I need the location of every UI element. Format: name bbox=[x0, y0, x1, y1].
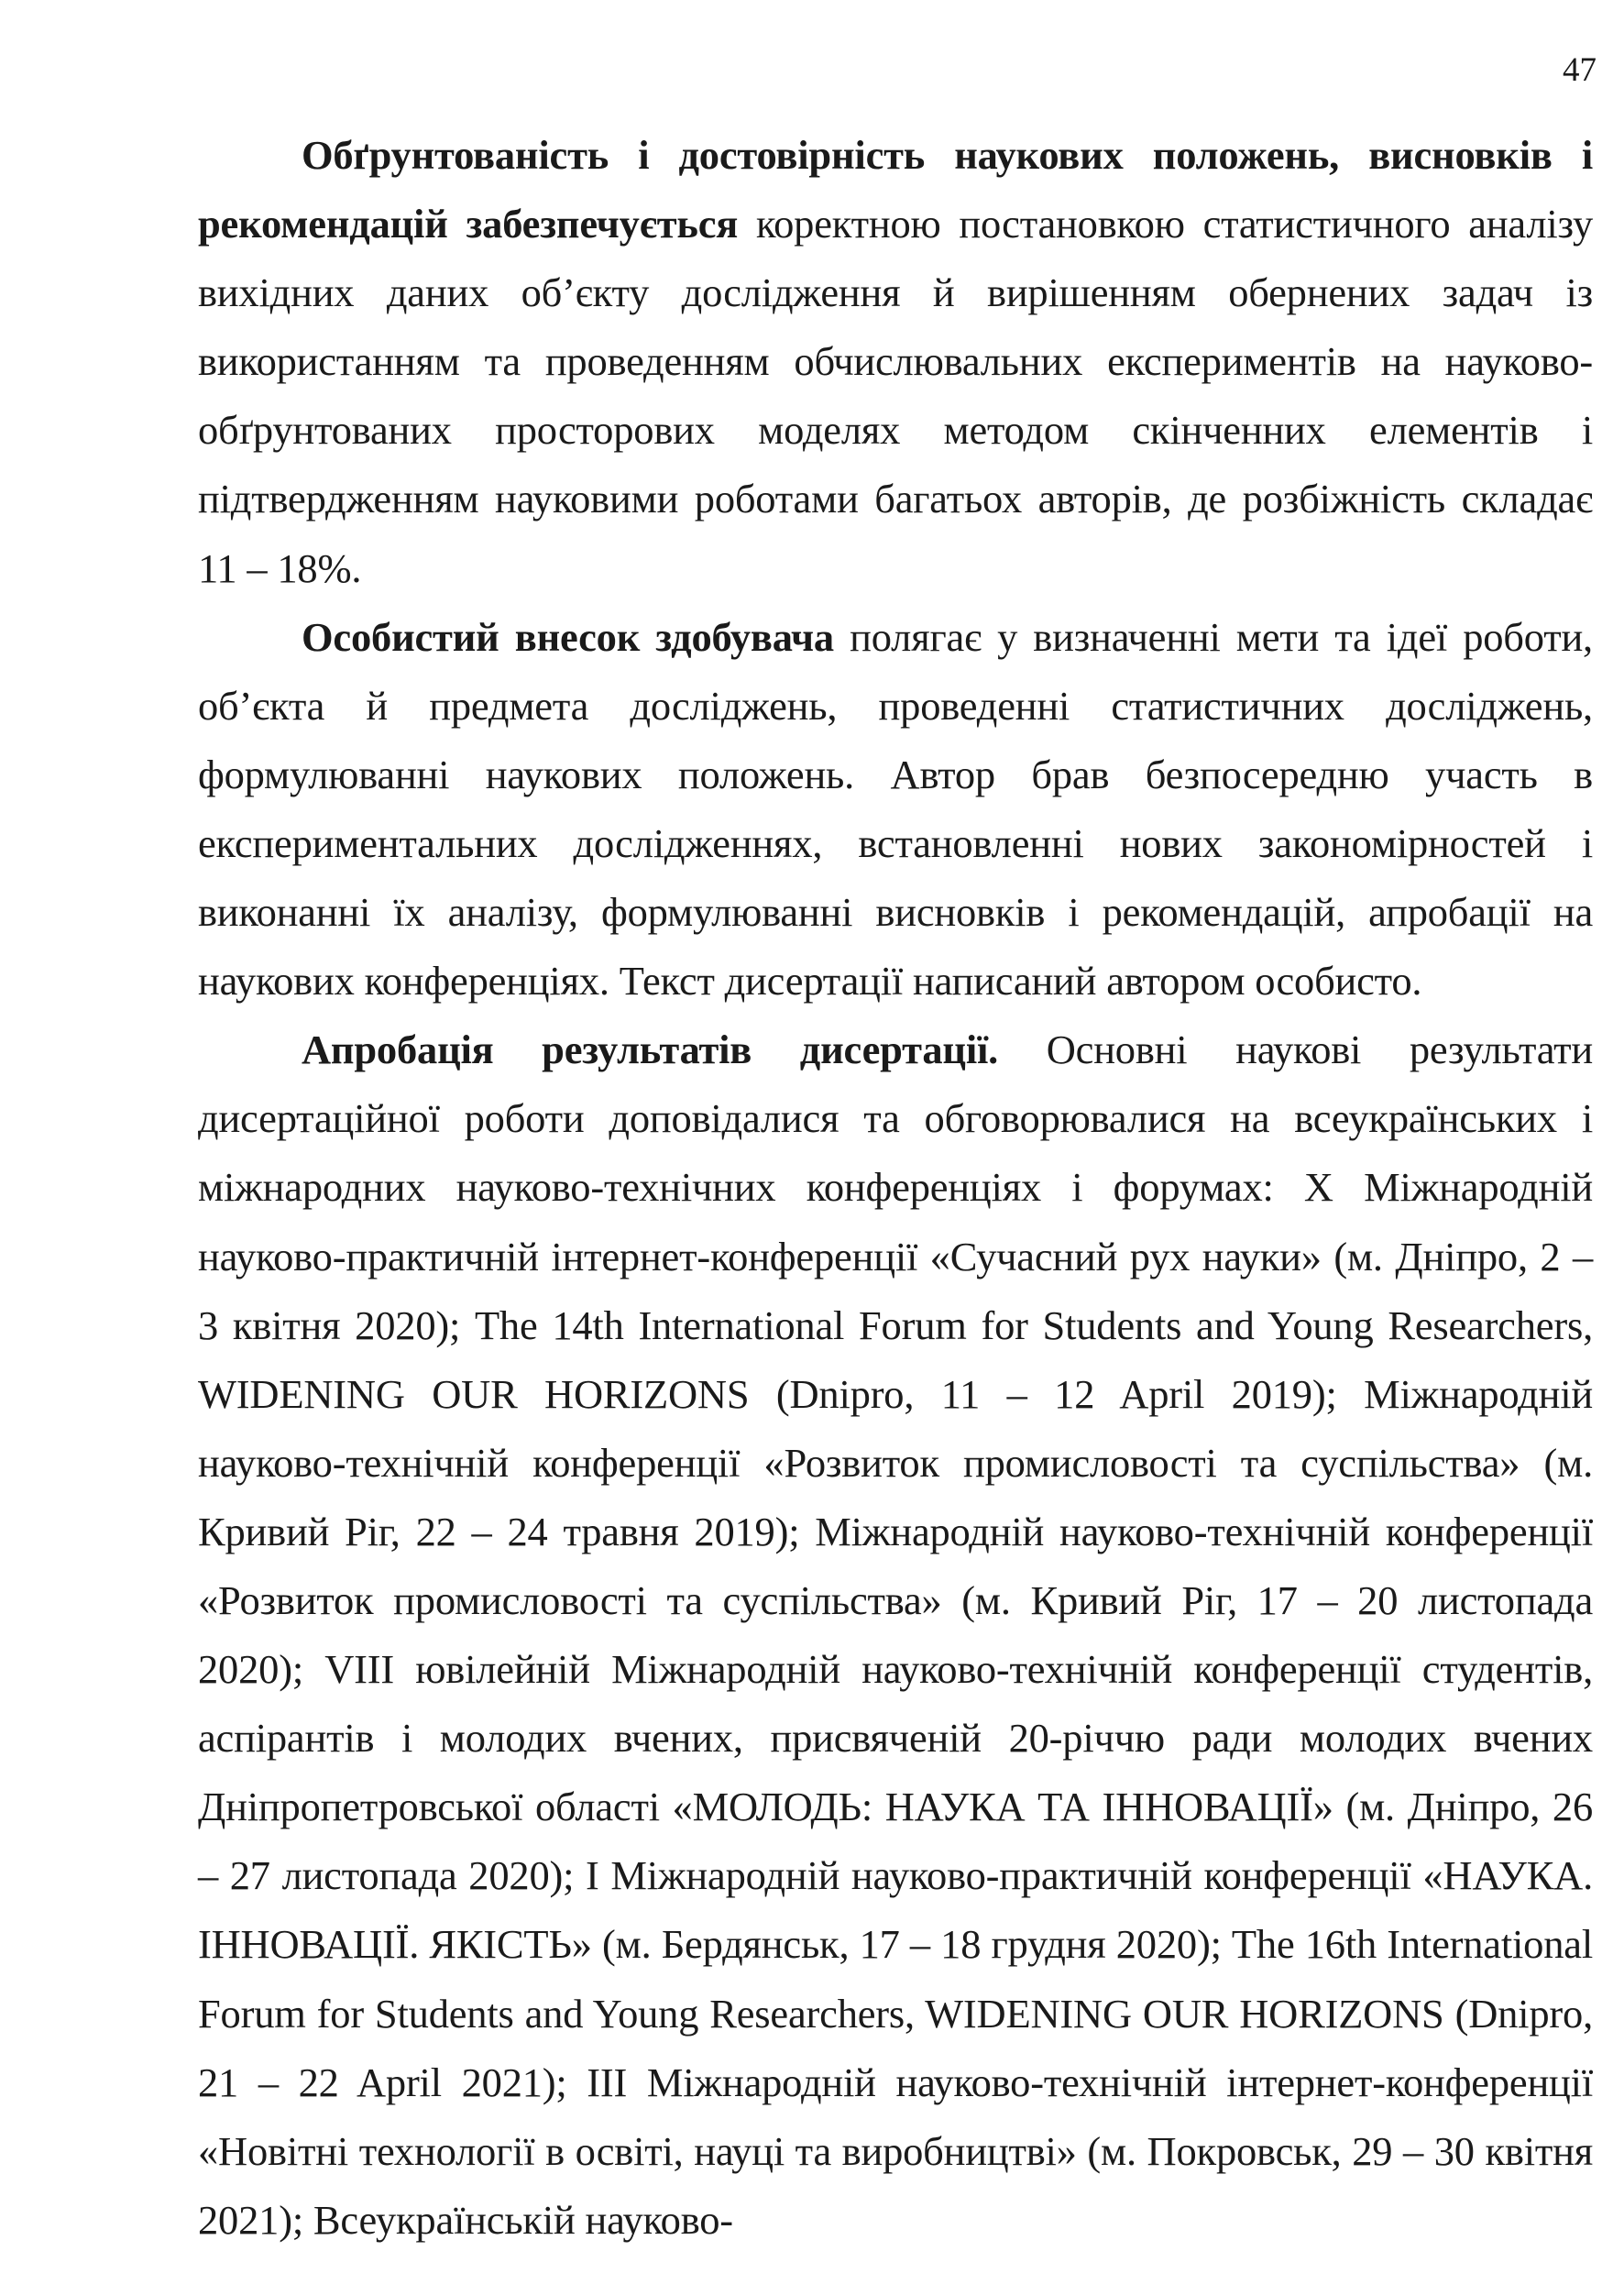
paragraph-approbation bbox=[198, 1016, 1593, 2255]
paragraph-approbation-heading: Апробація результатів дисертації. bbox=[302, 1027, 999, 1073]
paragraph-validity bbox=[198, 121, 1593, 603]
paragraph-validity-text: коректною постановкою статистичного аналізу вихідних даних об’єкту дослідження й вирішенням обернених задач із використанням та проведенням обчислювальних експериментів на науково-обґрунтованих просторових моделях методом скінченних елементів і підтвердженням науковими роботами багатьох авторів, де розбіжність складає 11 – 18%. bbox=[198, 201, 1593, 591]
paragraph-personal-contribution bbox=[198, 603, 1593, 1016]
paragraph-personal-contribution-heading: Особистий внесок здобувача bbox=[302, 613, 834, 660]
paragraph-approbation-text: Основні наукові результати дисертаційної роботи доповідалися та обговорювалися на всеукраїнських і міжнародних науково-технічних конференціях і форумах: X Міжнародній науково-практичній інтернет-конференції «Сучасний рух науки» (м. Дніпро, 2 – 3 квітня 2020); The 14th International Forum for Students and Young Researchers, WIDENING OUR HORIZONS (Dnipro, 11 – 12 April 2019); Міжнародній науково-технічній конференції «Розвиток промисловості та суспільства» (м. Кривий Ріг, 22 – 24 травня 2019); Міжнародній науково-технічній конференції «Розвиток промисловості та суспільства» (м. Кривий Ріг, 17 – 20 листопада 2020); VIII ювілейній Міжнародній науково-технічній конференції студентів, аспірантів і молодих вчених, присвяченій 20-річчю ради молодих вчених Дніпропетровської області «МОЛОДЬ: НАУКА ТА ІННОВАЦІЇ» (м. Дніпро, 26 – 27 листопада 2020); І Міжнародній науково-практичній конференції «НАУКА. ІННОВАЦІЇ. ЯКІСТЬ» (м. Бердянськ, 17 – 18 грудня 2020); The 16th International Forum for Students and Young Researchers, WIDENING OUR HORIZONS (Dnipro, 21 – 22 April 2021); ІІІ Міжнародній науково-технічній інтернет-конференції «Новітні технології в освіті, науці та виробництві» (м. Покровськ, 29 – 30 квітня 2021); Всеукраїнській науково- bbox=[198, 1027, 1593, 2243]
paragraph-validity-heading: Обґрунтованість і достовірність наукових положень, висновків і рекомендацій забезпечується bbox=[198, 132, 1593, 247]
paragraph-personal-contribution-text: полягає у визначенні мети та ідеї роботи, об’єкта й предмета досліджень, проведенні статистичних досліджень, формулюванні наукових положень. Автор брав безпосередню участь в експериментальних дослідженнях, встановленні нових закономірностей і виконанні їх аналізу, формулюванні висновків і рекомендацій, апробації на наукових конференціях. Текст дисертації написаний автором особисто. bbox=[198, 613, 1593, 1005]
page-number: 47 bbox=[1563, 51, 1597, 89]
page-body bbox=[198, 121, 1593, 2255]
